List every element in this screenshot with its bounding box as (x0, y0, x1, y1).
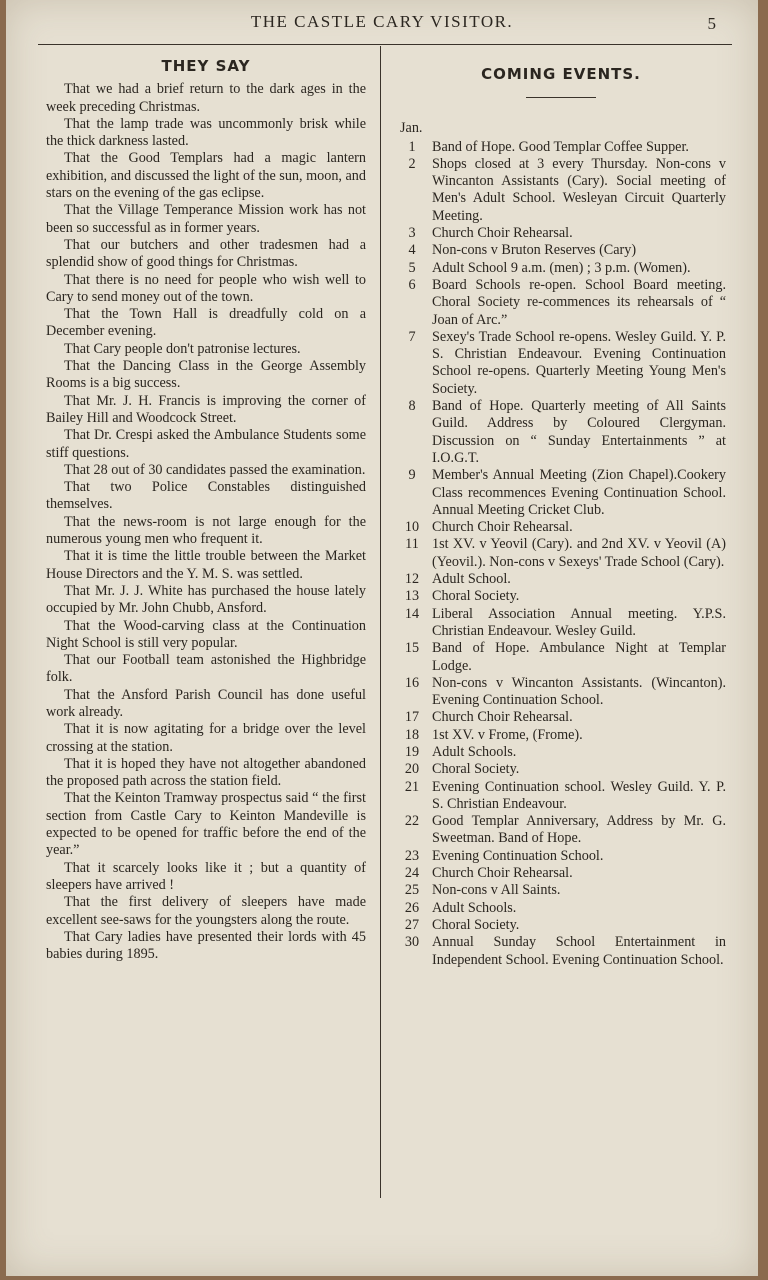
event-day: 27 (404, 916, 420, 933)
event-day: 30 (404, 934, 420, 951)
event-row (396, 779, 726, 814)
event-description: Member's Annual Meeting (Zion Chapel).Cookery Class recommences Evening Continuation School. Annual Meeting Cricket Club. (432, 467, 726, 518)
they-say-item: That Dr. Crespi asked the Ambulance Students some stiff questions. (46, 427, 366, 461)
event-row (396, 277, 726, 329)
event-description: Annual Sunday School Entertainment in Independent School. Evening Continuation School. (432, 934, 726, 968)
event-row (396, 242, 726, 259)
event-row (396, 900, 726, 917)
they-say-item: That 28 out of 30 candidates passed the examination. (64, 461, 366, 478)
event-row (396, 882, 726, 899)
event-day: 10 (404, 519, 420, 536)
event-description: Church Choir Rehearsal. (432, 865, 573, 882)
event-row (396, 813, 726, 848)
event-row (396, 329, 726, 398)
event-day: 1 (408, 138, 416, 155)
coming-events-title: COMING EVENTS. (481, 65, 641, 83)
event-row (396, 865, 726, 882)
they-say-item: That it is now agitating for a bridge over the level crossing at the station. (46, 721, 366, 755)
event-description: Choral Society. (432, 588, 520, 605)
event-day: 3 (408, 225, 416, 242)
event-day: 18 (404, 726, 420, 743)
they-say-item: That our butchers and other tradesmen had a splendid show of good things for Christmas. (46, 236, 366, 271)
event-description: Non-cons v Bruton Reserves (Cary) (432, 242, 637, 259)
they-say-item: That the Wood-carving class at the Continuation Night School is still very popular. (46, 617, 366, 651)
they-say-item: That it is time the little trouble between the Market House Directors and the Y. M. S. was settled. (46, 548, 366, 582)
they-say-item: That Mr. J. H. Francis is improving the corner of Bailey Hill and Woodcock Street. (46, 392, 366, 426)
event-day: 5 (408, 259, 416, 276)
they-say-item: That the first delivery of sleepers have made excellent see-saws for the youngsters along the route. (46, 894, 366, 928)
they-say-item: That the Ansford Parish Council has done useful work already. (46, 686, 366, 720)
they-say-item: That the Good Templars had a magic lantern exhibition, and discussed the light of the sun, moon, and stars on the evening of the gas eclipse. (46, 150, 366, 202)
event-day: 2 (408, 155, 416, 172)
event-description: Band of Hope. Good Templar Coffee Supper. (432, 138, 689, 155)
event-row (396, 571, 726, 588)
event-row (396, 519, 726, 536)
event-description: Non-cons v Wincanton Assistants. (Wincanton). Evening Continuation School. (432, 674, 726, 709)
they-say-item: That two Police Constables distinguished themselves. (46, 479, 366, 513)
event-description: Adult School. (432, 571, 511, 588)
event-row (396, 709, 726, 726)
event-day: 19 (404, 743, 420, 760)
they-say-item: That the lamp trade was uncommonly brisk while the thick darkness lasted. (46, 115, 366, 150)
event-day: 12 (404, 571, 420, 588)
they-say-list (46, 81, 366, 963)
event-description: Church Choir Rehearsal. (432, 709, 573, 726)
event-row (396, 588, 726, 605)
event-description: Church Choir Rehearsal. (432, 519, 573, 536)
event-description: Shops closed at 3 every Thursday. Non-cons v Wincanton Assistants (Cary). Social meeting of Men's Adult School. Wesleyan Circuit Quarterly Meeting. (432, 155, 726, 224)
event-day: 7 (408, 328, 416, 345)
event-day: 4 (408, 242, 416, 259)
event-description: Good Templar Anniversary, Address by Mr. G. Sweetman. Band of Hope. (432, 813, 726, 847)
column-divider (380, 46, 381, 1198)
event-day: 6 (408, 276, 416, 293)
event-description: Non-cons v All Saints. (432, 882, 561, 899)
they-say-title: THEY SAY (161, 57, 251, 75)
they-say-item: That it is hoped they have not altogether abandoned the proposed path across the station field. (46, 755, 366, 790)
page-header (6, 12, 758, 38)
they-say-item: That there is no need for people who wish well to Cary to send money out of the town. (46, 271, 366, 305)
newspaper-page (6, 0, 758, 1276)
event-row (396, 744, 726, 761)
event-description: Evening Continuation School. (432, 847, 604, 864)
month-label: Jan. (400, 120, 423, 137)
event-row (396, 761, 726, 778)
event-day: 25 (404, 882, 420, 899)
event-day: 23 (404, 847, 420, 864)
they-say-item: That we had a brief return to the dark ages in the week preceding Christmas. (46, 81, 366, 115)
event-description: Choral Society. (432, 916, 520, 933)
they-say-item: That the Dancing Class in the George Assembly Rooms is a big success. (46, 358, 366, 392)
event-row (396, 156, 726, 225)
event-row (396, 536, 726, 571)
event-description: 1st XV. v Yeovil (Cary). and 2nd XV. v Yeovil (A) (Yeovil.). Non-cons v Sexeys' Trade School (Cary). (432, 536, 726, 570)
they-say-item: That it scarcely looks like it ; but a quantity of sleepers have arrived ! (46, 859, 366, 893)
they-say-column (46, 58, 366, 963)
event-description: Evening Continuation school. Wesley Guild. Y. P. S. Christian Endeavour. (432, 778, 726, 812)
events-list (396, 139, 726, 969)
they-say-item: That Mr. J. J. White has purchased the house lately occupied by Mr. John Chubb, Ansford. (46, 582, 366, 617)
event-day: 9 (408, 467, 416, 484)
event-row (396, 934, 726, 969)
title-rule (526, 97, 596, 98)
event-day: 8 (408, 398, 416, 415)
event-row (396, 727, 726, 744)
event-day: 20 (404, 761, 420, 778)
event-row (396, 467, 726, 519)
coming-events-column (396, 66, 726, 969)
event-row (396, 260, 726, 277)
event-row (396, 606, 726, 641)
they-say-item: That the Keinton Tramway prospectus said “ the first section from Castle Cary to Keinton Mandeville is expected to be opened for traffic before the end of the year.” (46, 790, 366, 859)
header-rule (38, 44, 732, 45)
event-day: 17 (404, 709, 420, 726)
event-description: Adult School 9 a.m. (men) ; 3 p.m. (Women). (432, 259, 691, 276)
they-say-item: That the news-room is not large enough for the numerous young men who frequent it. (46, 513, 366, 548)
event-day: 14 (404, 605, 420, 622)
event-row (396, 640, 726, 675)
event-description: Band of Hope. Quarterly meeting of All Saints Guild. Address by Coloured Clergyman. Discussion on “ Sunday Entertainments ” at I.O.G.T. (432, 398, 726, 466)
event-description: Sexey's Trade School re-opens. Wesley Guild. Y. P. S. Christian Endeavour. Evening Continuation School re-opens. Quarterly Meeting Young Men's Society. (432, 328, 726, 397)
event-description: Adult Schools. (432, 743, 517, 760)
event-description: Band of Hope. Ambulance Night at Templar Lodge. (432, 640, 726, 674)
event-day: 16 (404, 674, 420, 691)
event-row (396, 848, 726, 865)
event-description: Church Choir Rehearsal. (432, 225, 573, 242)
publication-title: THE CASTLE CARY VISITOR. (250, 12, 514, 31)
event-description: Board Schools re-open. School Board meeting. Choral Society re-commences its rehearsals of “ Joan of Arc.” (432, 276, 726, 328)
event-day: 21 (404, 778, 420, 795)
they-say-item: That our Football team astonished the Highbridge folk. (46, 652, 366, 686)
event-day: 26 (404, 899, 420, 916)
event-row (396, 225, 726, 242)
event-description: Liberal Association Annual meeting. Y.P.S. Christian Endeavour. Wesley Guild. (432, 605, 726, 639)
page-number: 5 (707, 14, 716, 33)
event-day: 22 (404, 813, 420, 830)
they-say-item: That the Village Temperance Mission work has not been so successful as in former years. (46, 202, 366, 236)
event-description: Adult Schools. (432, 899, 517, 916)
event-row (396, 917, 726, 934)
they-say-item: That the Town Hall is dreadfully cold on a December evening. (46, 306, 366, 340)
event-row (396, 139, 726, 156)
event-day: 11 (405, 536, 419, 553)
event-description: 1st XV. v Frome, (Frome). (432, 726, 583, 743)
they-say-item: That Cary ladies have presented their lords with 45 babies during 1895. (46, 928, 366, 963)
event-day: 13 (404, 588, 420, 605)
event-day: 24 (404, 865, 420, 882)
event-row (396, 398, 726, 467)
they-say-item: That Cary people don't patronise lectures. (64, 340, 301, 357)
event-day: 15 (404, 640, 420, 657)
event-row (396, 675, 726, 710)
event-description: Choral Society. (432, 761, 520, 778)
